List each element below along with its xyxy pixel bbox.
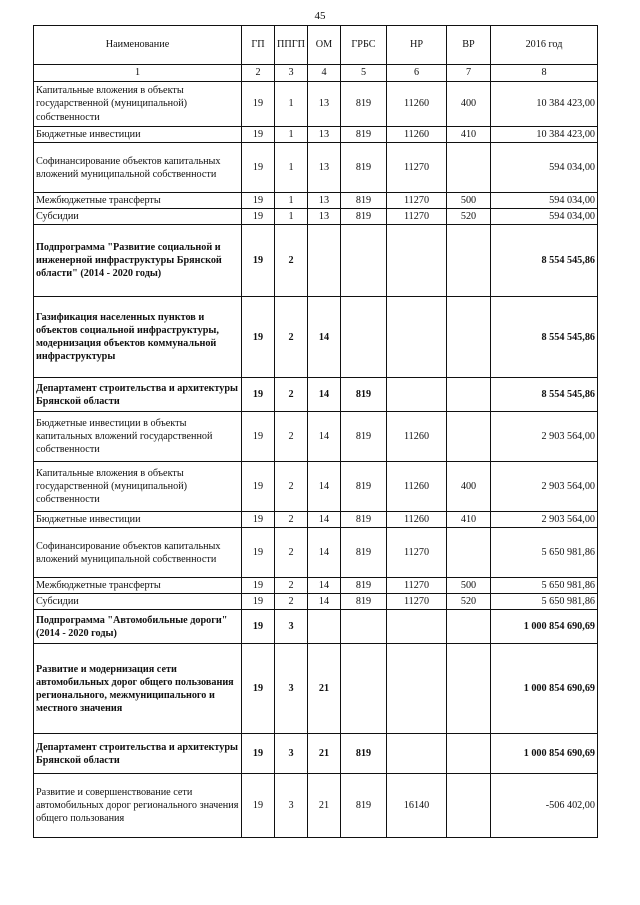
row-vr: 520	[447, 594, 491, 610]
row-amount-2016: 2 903 564,00	[491, 512, 598, 528]
row-grbs: 819	[341, 774, 387, 838]
table-row	[34, 412, 598, 462]
row-grbs: 819	[341, 378, 387, 412]
header-name: Наименование	[34, 26, 242, 65]
row-ppgp: 2	[275, 528, 308, 578]
row-grbs	[341, 297, 387, 378]
row-ppgp: 2	[275, 462, 308, 512]
row-om: 21	[308, 644, 341, 734]
table-row	[34, 734, 598, 774]
row-name: Подпрограмма "Развитие социальной и инженерной инфраструктуры Брянской области" (2014 - 2020 годы)	[34, 225, 242, 297]
row-name: Софинансирование объектов капитальных вложений муниципальной собственности	[34, 528, 242, 578]
row-grbs: 819	[341, 594, 387, 610]
row-om: 14	[308, 578, 341, 594]
row-nr: 11270	[387, 193, 447, 209]
header-year: 2016 год	[491, 26, 598, 65]
table-row	[34, 127, 598, 143]
row-gp: 19	[242, 297, 275, 378]
row-vr: 520	[447, 209, 491, 225]
row-om: 13	[308, 143, 341, 193]
row-nr: 11270	[387, 528, 447, 578]
column-number: 8	[491, 65, 598, 82]
row-amount-2016: 10 384 423,00	[491, 127, 598, 143]
row-grbs: 819	[341, 462, 387, 512]
row-ppgp: 3	[275, 734, 308, 774]
row-amount-2016: 1 000 854 690,69	[491, 644, 598, 734]
column-number-row	[34, 65, 598, 82]
row-om: 14	[308, 528, 341, 578]
row-nr: 11270	[387, 209, 447, 225]
column-number: 6	[387, 65, 447, 82]
row-nr: 11260	[387, 462, 447, 512]
row-amount-2016: 594 034,00	[491, 143, 598, 193]
row-gp: 19	[242, 774, 275, 838]
row-ppgp: 2	[275, 297, 308, 378]
row-gp: 19	[242, 594, 275, 610]
row-name: Бюджетные инвестиции	[34, 512, 242, 528]
row-vr	[447, 297, 491, 378]
row-om: 14	[308, 462, 341, 512]
row-gp: 19	[242, 512, 275, 528]
column-number: 7	[447, 65, 491, 82]
row-gp: 19	[242, 734, 275, 774]
row-name: Субсидии	[34, 594, 242, 610]
row-name: Департамент строительства и архитектуры Брянской области	[34, 378, 242, 412]
column-number: 3	[275, 65, 308, 82]
row-ppgp: 3	[275, 774, 308, 838]
row-amount-2016: 594 034,00	[491, 209, 598, 225]
row-ppgp: 2	[275, 412, 308, 462]
row-amount-2016: 10 384 423,00	[491, 82, 598, 127]
row-grbs	[341, 610, 387, 644]
column-number: 1	[34, 65, 242, 82]
row-ppgp: 2	[275, 225, 308, 297]
row-nr: 11260	[387, 512, 447, 528]
row-grbs: 819	[341, 82, 387, 127]
row-vr	[447, 225, 491, 297]
row-amount-2016: -506 402,00	[491, 774, 598, 838]
row-vr	[447, 644, 491, 734]
row-vr	[447, 610, 491, 644]
row-nr: 16140	[387, 774, 447, 838]
row-gp: 19	[242, 578, 275, 594]
row-grbs: 819	[341, 412, 387, 462]
row-name: Развитие и модернизация сети автомобильных дорог общего пользования регионального, межмуниципального и местного значения	[34, 644, 242, 734]
row-amount-2016: 8 554 545,86	[491, 297, 598, 378]
row-ppgp: 2	[275, 378, 308, 412]
row-nr: 11270	[387, 143, 447, 193]
row-name: Софинансирование объектов капитальных вложений муниципальной собственности	[34, 143, 242, 193]
row-amount-2016: 8 554 545,86	[491, 378, 598, 412]
row-gp: 19	[242, 462, 275, 512]
header-gp: ГП	[242, 26, 275, 65]
row-grbs: 819	[341, 528, 387, 578]
row-om: 14	[308, 378, 341, 412]
row-gp: 19	[242, 193, 275, 209]
row-om: 21	[308, 734, 341, 774]
row-name: Департамент строительства и архитектуры Брянской области	[34, 734, 242, 774]
row-amount-2016: 2 903 564,00	[491, 412, 598, 462]
row-ppgp: 3	[275, 644, 308, 734]
row-grbs: 819	[341, 193, 387, 209]
table-row	[34, 594, 598, 610]
table-header-row	[34, 26, 598, 65]
header-om: ОМ	[308, 26, 341, 65]
table-row	[34, 578, 598, 594]
row-nr	[387, 610, 447, 644]
row-ppgp: 2	[275, 512, 308, 528]
row-gp: 19	[242, 127, 275, 143]
table-row	[34, 512, 598, 528]
row-amount-2016: 5 650 981,86	[491, 594, 598, 610]
row-amount-2016: 2 903 564,00	[491, 462, 598, 512]
row-gp: 19	[242, 378, 275, 412]
row-vr: 410	[447, 127, 491, 143]
row-vr	[447, 143, 491, 193]
row-grbs	[341, 225, 387, 297]
row-vr	[447, 528, 491, 578]
row-amount-2016: 5 650 981,86	[491, 578, 598, 594]
row-name: Бюджетные инвестиции	[34, 127, 242, 143]
row-name: Субсидии	[34, 209, 242, 225]
table-row	[34, 82, 598, 127]
row-grbs: 819	[341, 127, 387, 143]
header-vr: ВР	[447, 26, 491, 65]
row-gp: 19	[242, 644, 275, 734]
row-gp: 19	[242, 528, 275, 578]
table-row	[34, 528, 598, 578]
table-row	[34, 193, 598, 209]
row-vr: 500	[447, 193, 491, 209]
table-row	[34, 143, 598, 193]
row-amount-2016: 8 554 545,86	[491, 225, 598, 297]
row-vr	[447, 774, 491, 838]
row-vr: 500	[447, 578, 491, 594]
row-om: 14	[308, 297, 341, 378]
row-amount-2016: 1 000 854 690,69	[491, 734, 598, 774]
row-nr	[387, 644, 447, 734]
header-ppgp: ППГП	[275, 26, 308, 65]
row-grbs	[341, 644, 387, 734]
row-om: 14	[308, 512, 341, 528]
row-om	[308, 225, 341, 297]
row-nr: 11270	[387, 594, 447, 610]
row-nr: 11260	[387, 412, 447, 462]
row-gp: 19	[242, 143, 275, 193]
row-name: Бюджетные инвестиции в объекты капитальных вложений государственной собственности	[34, 412, 242, 462]
row-nr	[387, 734, 447, 774]
row-om: 13	[308, 82, 341, 127]
row-nr: 11260	[387, 127, 447, 143]
row-amount-2016: 1 000 854 690,69	[491, 610, 598, 644]
row-nr: 11260	[387, 82, 447, 127]
row-gp: 19	[242, 209, 275, 225]
row-vr	[447, 378, 491, 412]
row-ppgp: 3	[275, 610, 308, 644]
row-vr: 410	[447, 512, 491, 528]
row-name: Развитие и совершенствование сети автомобильных дорог регионального значения общего пользования	[34, 774, 242, 838]
row-ppgp: 1	[275, 143, 308, 193]
column-number: 5	[341, 65, 387, 82]
row-om: 14	[308, 412, 341, 462]
row-gp: 19	[242, 82, 275, 127]
row-vr: 400	[447, 462, 491, 512]
row-name: Межбюджетные трансферты	[34, 193, 242, 209]
row-grbs: 819	[341, 143, 387, 193]
row-nr	[387, 378, 447, 412]
row-nr: 11270	[387, 578, 447, 594]
column-number: 4	[308, 65, 341, 82]
header-nr: НР	[387, 26, 447, 65]
row-ppgp: 1	[275, 127, 308, 143]
row-name: Капитальные вложения в объекты государственной (муниципальной) собственности	[34, 82, 242, 127]
row-grbs: 819	[341, 209, 387, 225]
row-ppgp: 2	[275, 578, 308, 594]
row-amount-2016: 594 034,00	[491, 193, 598, 209]
row-name: Межбюджетные трансферты	[34, 578, 242, 594]
row-ppgp: 1	[275, 193, 308, 209]
row-amount-2016: 5 650 981,86	[491, 528, 598, 578]
table-row	[34, 225, 598, 297]
row-nr	[387, 225, 447, 297]
table-row	[34, 462, 598, 512]
row-om: 13	[308, 193, 341, 209]
row-om: 21	[308, 774, 341, 838]
row-name: Газификация населенных пунктов и объектов социальной инфраструктуры, модернизация объектов коммунальной инфраструктуры	[34, 297, 242, 378]
row-om: 13	[308, 127, 341, 143]
row-ppgp: 2	[275, 594, 308, 610]
row-grbs: 819	[341, 512, 387, 528]
row-vr	[447, 412, 491, 462]
row-nr	[387, 297, 447, 378]
row-om: 14	[308, 594, 341, 610]
row-grbs: 819	[341, 734, 387, 774]
column-number: 2	[242, 65, 275, 82]
row-ppgp: 1	[275, 209, 308, 225]
row-vr	[447, 734, 491, 774]
row-om	[308, 610, 341, 644]
row-gp: 19	[242, 610, 275, 644]
row-name: Подпрограмма "Автомобильные дороги" (2014 - 2020 годы)	[34, 610, 242, 644]
budget-table	[33, 25, 598, 838]
row-name: Капитальные вложения в объекты государственной (муниципальной) собственности	[34, 462, 242, 512]
row-ppgp: 1	[275, 82, 308, 127]
row-gp: 19	[242, 412, 275, 462]
table-row	[34, 297, 598, 378]
row-vr: 400	[447, 82, 491, 127]
page-number: 45	[314, 10, 326, 22]
table-row	[34, 774, 598, 838]
table-row	[34, 378, 598, 412]
table-row	[34, 209, 598, 225]
table-row	[34, 610, 598, 644]
row-gp: 19	[242, 225, 275, 297]
row-om: 13	[308, 209, 341, 225]
header-grbs: ГРБС	[341, 26, 387, 65]
table-row	[34, 644, 598, 734]
row-grbs: 819	[341, 578, 387, 594]
